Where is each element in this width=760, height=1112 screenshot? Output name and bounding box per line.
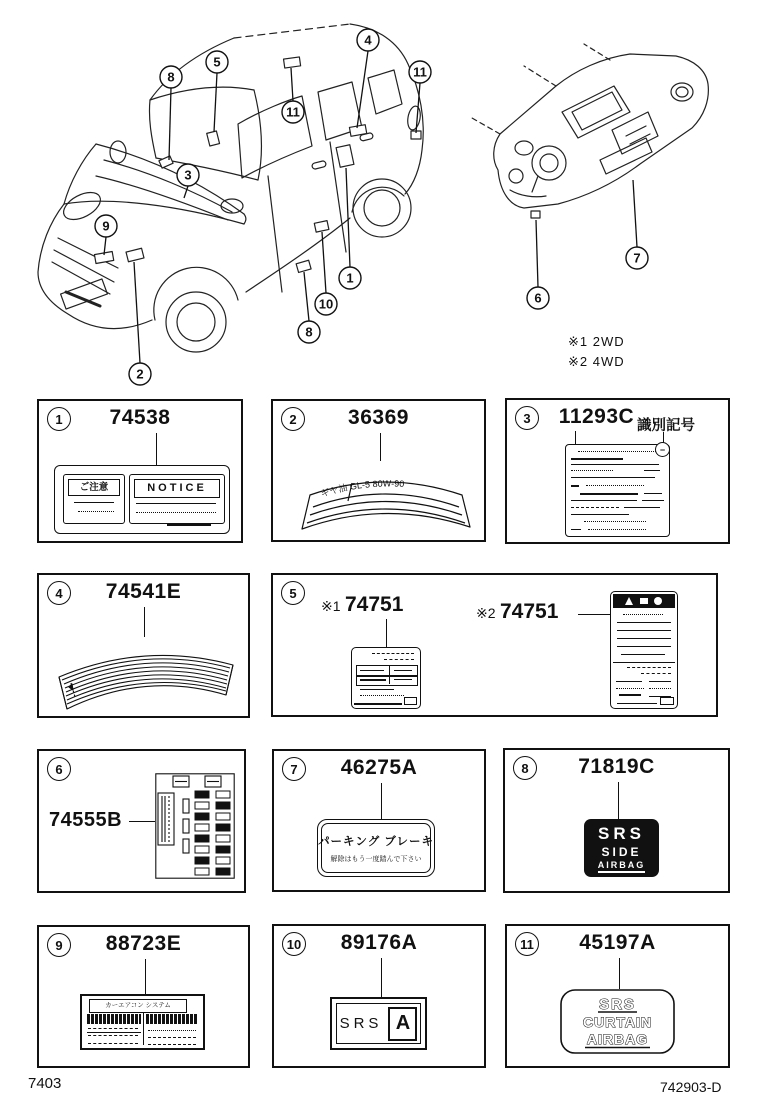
svg-text:11: 11: [413, 64, 427, 80]
part-box-10: [272, 924, 486, 1068]
vehicle-illustration: [0, 0, 760, 392]
warning-icons: [624, 596, 664, 606]
callout-11-rear: [409, 61, 431, 83]
instrument-panel-illustration: [472, 44, 708, 218]
callout-badge: 3: [515, 406, 539, 430]
srs-text: SRS: [339, 1015, 383, 1032]
variant1-prefix: ※1: [321, 598, 341, 614]
part-number: 11293C: [558, 405, 635, 428]
svg-text:10: 10: [318, 296, 334, 312]
striped-band-label: [45, 635, 245, 715]
svg-text:1: 1: [346, 270, 354, 286]
tire-label-2wd: [351, 647, 421, 709]
part-box-8: [503, 748, 730, 893]
part-number: 36369: [348, 406, 409, 429]
svg-text:4: 4: [364, 32, 372, 48]
callout-10: [315, 293, 337, 315]
callout-3: [177, 164, 199, 186]
svg-text:8: 8: [167, 69, 175, 85]
srs-text: SRS: [598, 823, 645, 843]
callout-circles: [95, 29, 648, 385]
aircon-label-title: カーエアコン システム: [89, 999, 187, 1013]
note-4wd: ※2 4WD: [568, 354, 625, 369]
callout-7: [626, 247, 648, 269]
oil-band-label: [290, 457, 472, 539]
variant2-number: 74751: [499, 600, 559, 623]
svg-text:11: 11: [286, 104, 300, 120]
parking-brake-label: [317, 819, 435, 877]
side-text: SIDE: [601, 844, 642, 859]
svg-text:9: 9: [102, 218, 110, 234]
a-mark: A: [388, 1007, 417, 1041]
part-number: 45197A: [579, 931, 656, 954]
callout-badge: 11: [515, 932, 539, 956]
svg-text:8: 8: [305, 324, 313, 340]
variant2-prefix: ※2: [476, 605, 496, 621]
svg-text:7: 7: [633, 250, 641, 266]
callout-badge: 10: [282, 932, 306, 956]
curtain-text: CURTAIN: [583, 1014, 652, 1030]
annotation-text: 識別記号: [637, 418, 695, 434]
callout-badge: 5: [281, 581, 305, 605]
parking-brake-text: パーキング ブレーキ: [318, 835, 434, 848]
identification-mark-circle: −: [655, 442, 670, 457]
fuse-box-label: [155, 773, 235, 879]
part-box-2: [271, 399, 486, 542]
callout-badge: 4: [47, 581, 71, 605]
part-number: 88723E: [105, 932, 182, 955]
svg-text:5: 5: [213, 54, 221, 70]
part-box-4: [37, 573, 250, 718]
callout-badge: 1: [47, 407, 71, 431]
page-number: 7403: [28, 1075, 62, 1092]
part-box-5: [271, 573, 718, 717]
part-number: 46275A: [340, 756, 418, 779]
part-box-11: [505, 924, 730, 1068]
oil-band-text: ギヤ油 GL-5 80W-90: [319, 478, 405, 499]
notice-label-en: NOTICE: [134, 479, 220, 498]
part-number: 74538: [109, 406, 171, 429]
callout-2: [129, 363, 151, 385]
notice-label: [54, 465, 230, 534]
callout-4: [357, 29, 379, 51]
diagram-code: 742903-D: [660, 1079, 722, 1095]
callout-5: [206, 51, 228, 73]
parking-brake-subtext: 解除はもう一度踏んで下さい: [330, 855, 422, 863]
callout-6: [527, 287, 549, 309]
callout-leader-lines: [104, 51, 637, 363]
note-2wd: ※1 2WD: [568, 334, 625, 349]
srs-curtain-airbag-label: [560, 989, 675, 1054]
part-number: 89176A: [340, 931, 418, 954]
airbag-text: AIRBAG: [598, 860, 646, 873]
callout-11-roof: [282, 101, 304, 123]
srs-text: SRS: [599, 996, 636, 1013]
engine-info-label: [565, 444, 670, 537]
tire-label-4wd: [610, 591, 678, 709]
part-number: 71819C: [578, 755, 655, 778]
notice-label-jp: ご注意: [68, 479, 120, 496]
part-box-1: [37, 399, 243, 543]
callout-badge: 8: [513, 756, 537, 780]
airbag-text: AIRBAG: [586, 1031, 649, 1047]
part-number: 74555B: [49, 809, 123, 831]
part-box-7: [272, 749, 486, 892]
callout-badge: 7: [282, 757, 306, 781]
callout-8-top: [160, 66, 182, 88]
callout-1: [339, 267, 361, 289]
svg-text:2: 2: [136, 366, 144, 382]
callout-badge: 9: [47, 933, 71, 957]
srs-a-label: [330, 997, 427, 1050]
variant1-number: 74751: [344, 593, 404, 616]
part-box-6: [37, 749, 246, 893]
callout-8-bottom: [298, 321, 320, 343]
callout-9: [95, 215, 117, 237]
callout-badge: 6: [47, 757, 71, 781]
part-number: 74541E: [105, 580, 182, 603]
part-box-9: [37, 925, 250, 1068]
part-box-3: [505, 398, 730, 544]
svg-text:3: 3: [184, 167, 192, 183]
part-number-variant1: [321, 593, 403, 617]
svg-text:6: 6: [534, 290, 542, 306]
callout-badge: 2: [281, 407, 305, 431]
srs-side-airbag-label: [584, 819, 659, 877]
aircon-label: [80, 994, 205, 1050]
part-number-variant2: [476, 600, 558, 624]
